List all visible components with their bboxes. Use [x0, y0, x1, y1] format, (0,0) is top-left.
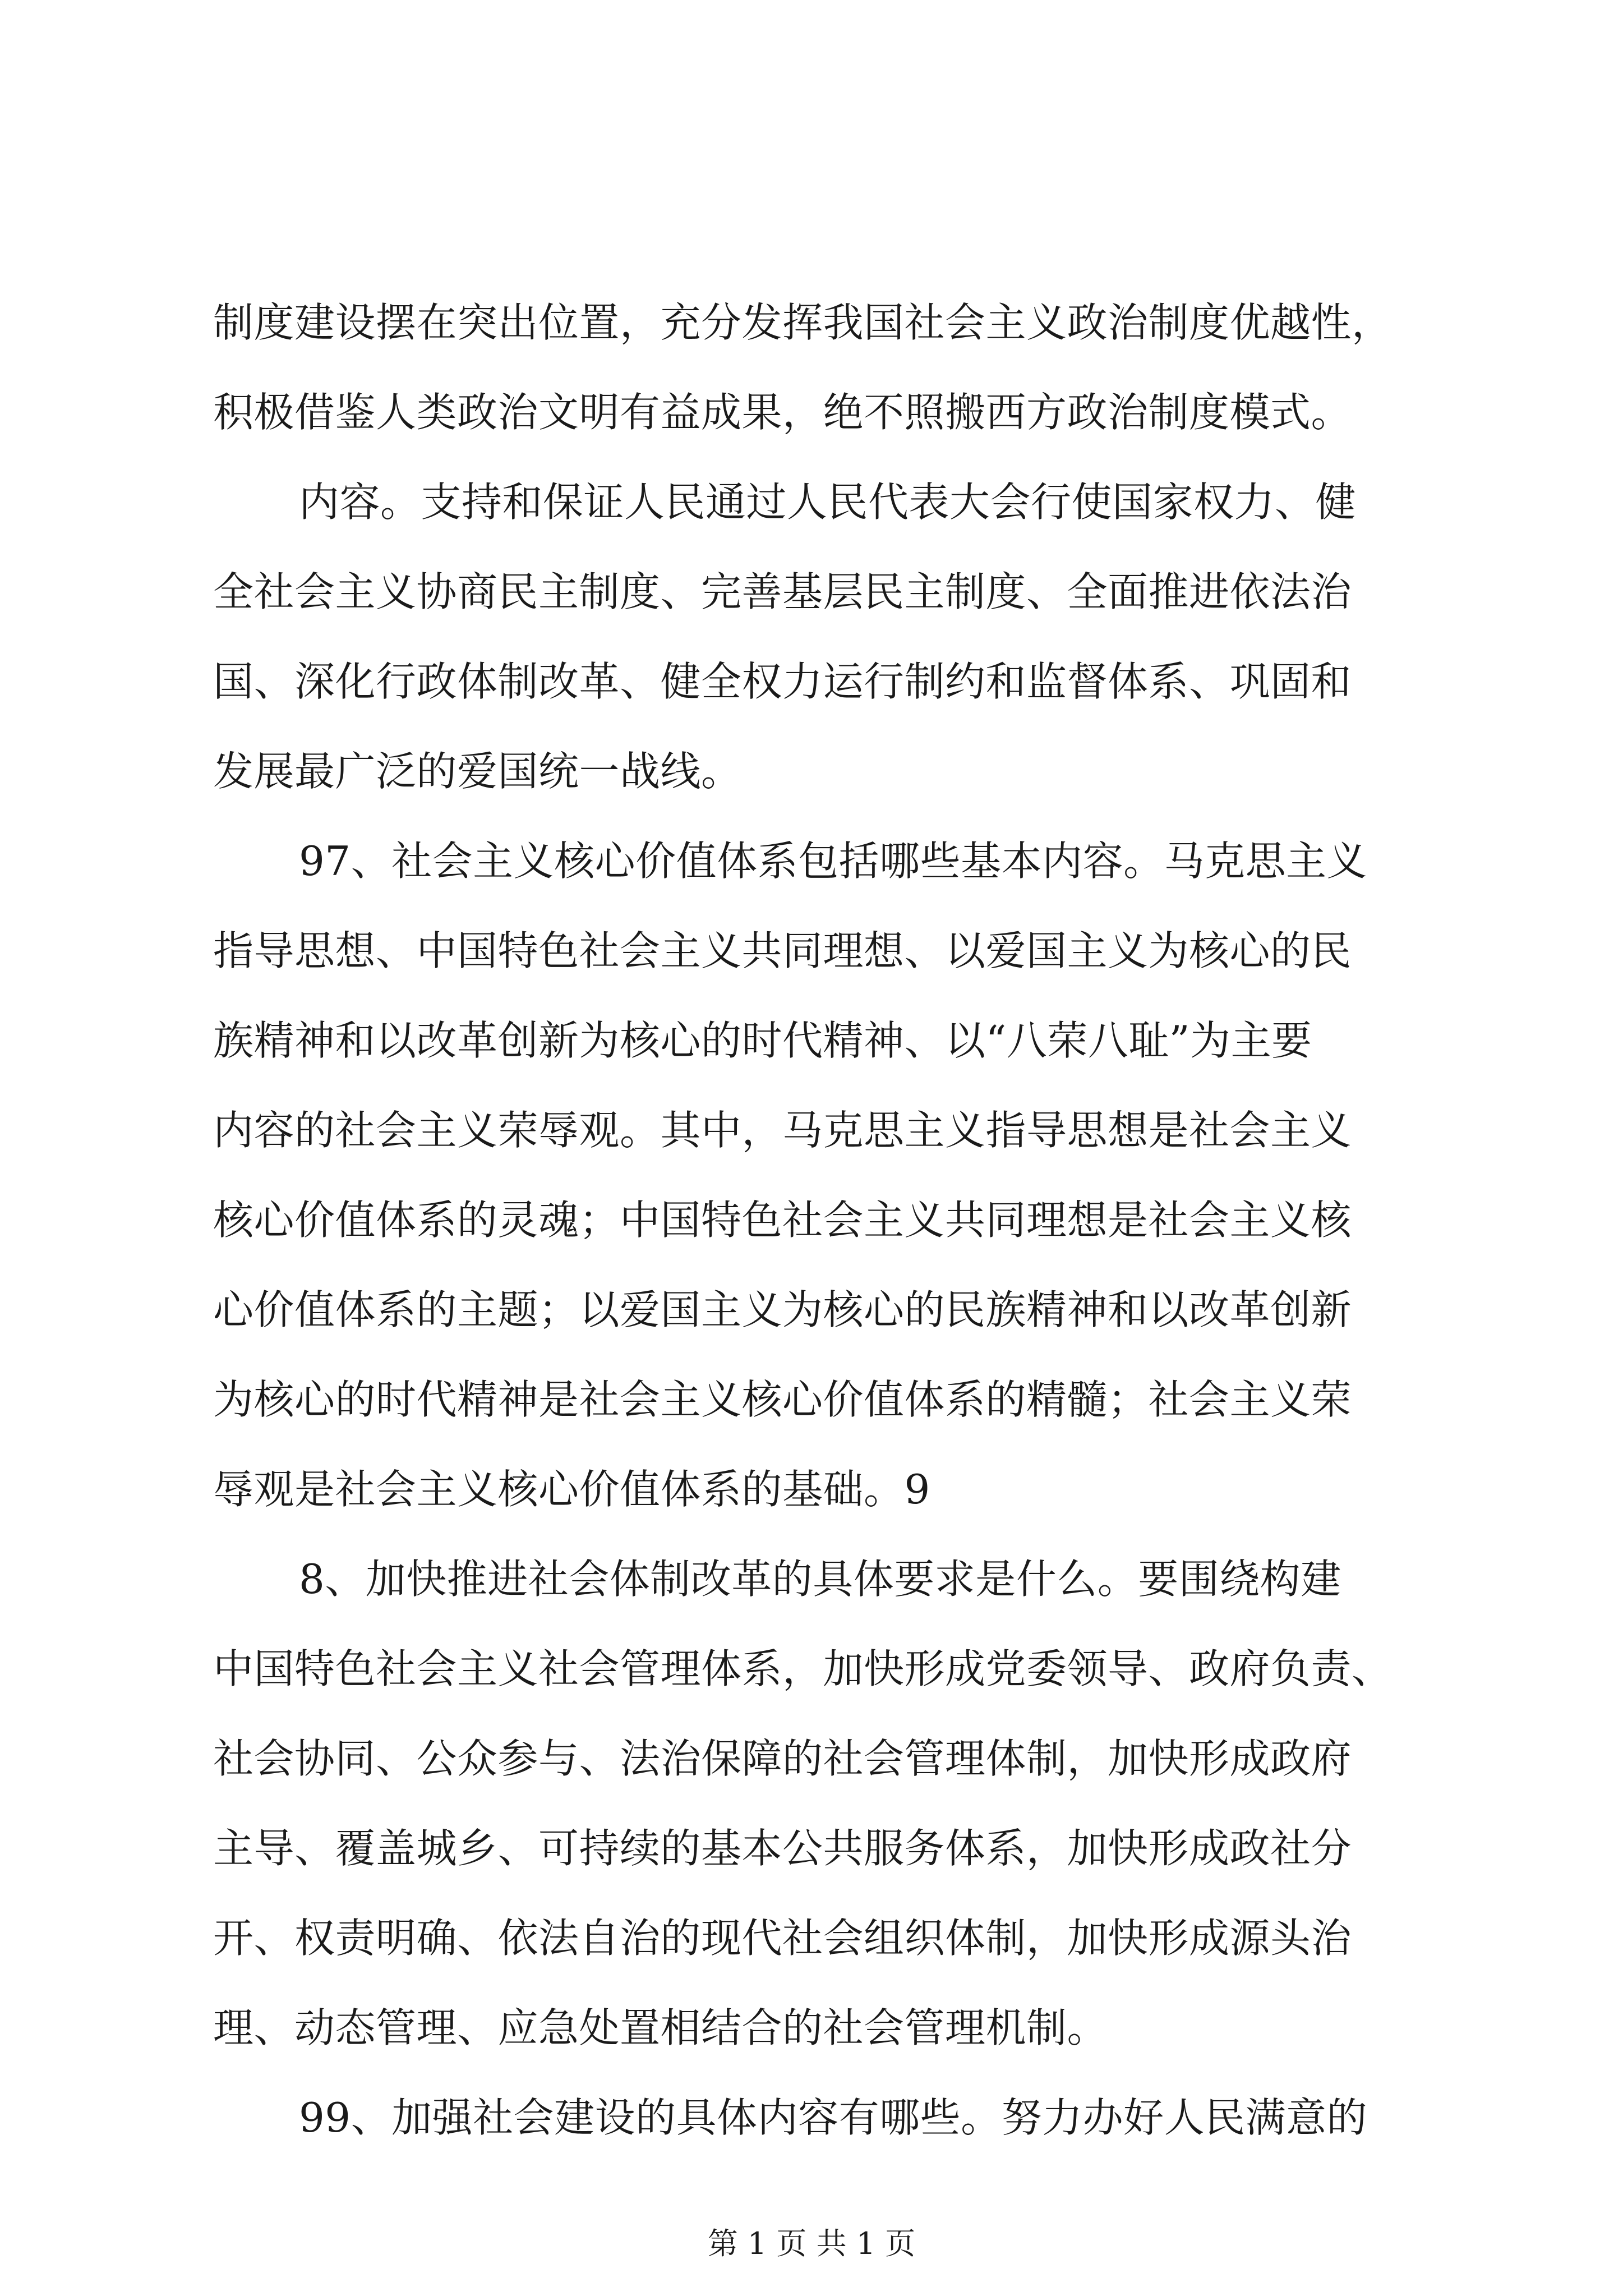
page-footer: 第 1 页 共 1 页	[707, 2226, 916, 2261]
text-line: 内容的社会主义荣辱观。其中，马克思主义指导思想是社会主义	[213, 1107, 1352, 1154]
text-line: 国、深化行政体制改革、健全权力运行制约和监督体系、巩固和	[213, 658, 1352, 705]
text-line: 制度建设摆在突出位置，充分发挥我国社会主义政治制度优越性，	[213, 299, 1393, 346]
text-line: 指导思想、中国特色社会主义共同理想、以爱国主义为核心的民	[213, 927, 1352, 974]
text-line: 核心价值体系的灵魂；中国特色社会主义共同理想是社会主义核	[213, 1197, 1352, 1244]
text-line: 心价值体系的主题；以爱国主义为核心的民族精神和以改革创新	[213, 1286, 1352, 1333]
text-line: 为核心的时代精神是社会主义核心价值体系的精髓；社会主义荣	[213, 1376, 1352, 1423]
text-line: 开、权责明确、依法自治的现代社会组织体制，加快形成源头治	[213, 1915, 1352, 1962]
paragraph-first-line: 8、加快推进社会体制改革的具体要求是什么。要围绕构建	[299, 1556, 1341, 1603]
text-line: 全社会主义协商民主制度、完善基层民主制度、全面推进依法治	[213, 568, 1352, 615]
text-line: 社会协同、公众参与、法治保障的社会管理体制，加快形成政府	[213, 1735, 1352, 1782]
text-line: 中国特色社会主义社会管理体系，加快形成党委领导、政府负责、	[213, 1645, 1393, 1692]
paragraph-first-line: 99、加强社会建设的具体内容有哪些。努力办好人民满意的	[299, 2094, 1368, 2141]
text-line: 主导、覆盖城乡、可持续的基本公共服务体系，加快形成政社分	[213, 1825, 1352, 1872]
paragraph-first-line: 内容。支持和保证人民通过人民代表大会行使国家权力、健	[299, 478, 1357, 526]
text-line: 族精神和以改革创新为核心的时代精神、以“八荣八耻”为主要	[213, 1017, 1312, 1064]
text-line: 辱观是社会主义核心价值体系的基础。9	[213, 1466, 930, 1513]
text-line: 发展最广泛的爱国统一战线。	[213, 748, 742, 795]
text-line: 理、动态管理、应急处置相结合的社会管理机制。	[213, 2004, 1108, 2051]
paragraph-first-line: 97、社会主义核心价值体系包括哪些基本内容。马克思主义	[299, 838, 1368, 885]
text-line: 积极借鉴人类政治文明有益成果，绝不照搬西方政治制度模式。	[213, 389, 1352, 436]
